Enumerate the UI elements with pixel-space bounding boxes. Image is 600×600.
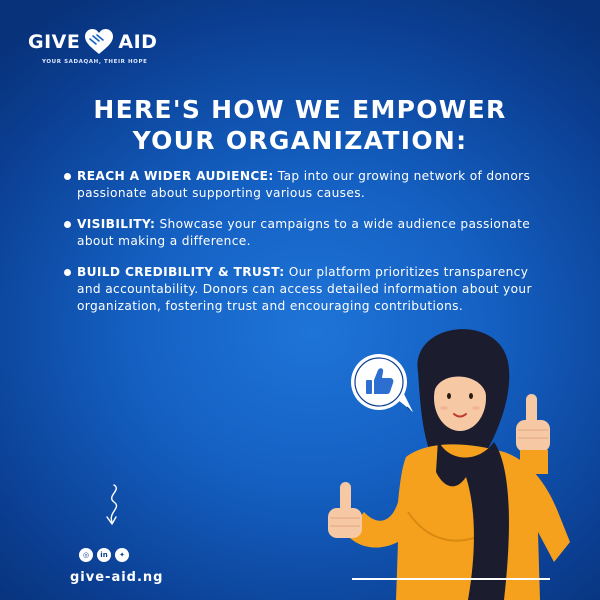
benefit-item-reach [64,168,544,202]
left-eye [447,393,451,399]
logo-row [28,28,163,55]
right-eye [469,393,473,399]
cheek-left [440,406,448,410]
benefit-item-visibility [64,216,544,250]
curly-arrow-icon [100,482,128,530]
benefit-item-credibility [64,264,544,315]
instagram-icon[interactable]: ◎ [79,548,93,562]
logo-word-left: GIVE [28,30,81,53]
social-links [79,548,129,562]
benefit-lead: BUILD CREDIBILITY & TRUST: [77,265,285,279]
cheek-right [472,406,480,410]
heart-hands-icon [84,28,114,55]
bullet-dot [64,221,71,228]
brand-tagline: YOUR SADAQAH, THEIR HOPE [42,59,148,65]
benefit-text: Our platform prioritizes transparency and accountability. Donors can access detailed information about your organization, fostering trust and encouraging contributions. [77,265,532,313]
headline [0,94,600,156]
ground-line [352,578,550,580]
logo-word-right: AID [118,30,158,53]
benefit-text: Showcase your campaigns to a wide audience passionate about making a difference. [77,217,531,248]
benefit-list [64,168,544,329]
headline-line-2: YOUR ORGANIZATION: [132,126,468,155]
bullet-dot [64,269,71,276]
benefit-lead: REACH A WIDER AUDIENCE: [77,169,274,183]
brand-logo[interactable] [28,28,163,65]
twitter-icon[interactable]: ✦ [115,548,129,562]
right-thumb-hand [516,394,550,474]
woman-thumbs-up-illustration [318,312,600,600]
linkedin-icon[interactable]: in [97,548,111,562]
benefit-lead: VISIBILITY: [77,217,156,231]
headline-line-1: HERE'S HOW WE EMPOWER [93,95,507,124]
left-thumb-hand [328,482,362,538]
website-link[interactable]: give-aid.ng [70,570,164,585]
bullet-dot [64,173,71,180]
benefit-text: Tap into our growing network of donors passionate about supporting various causes. [77,169,531,200]
